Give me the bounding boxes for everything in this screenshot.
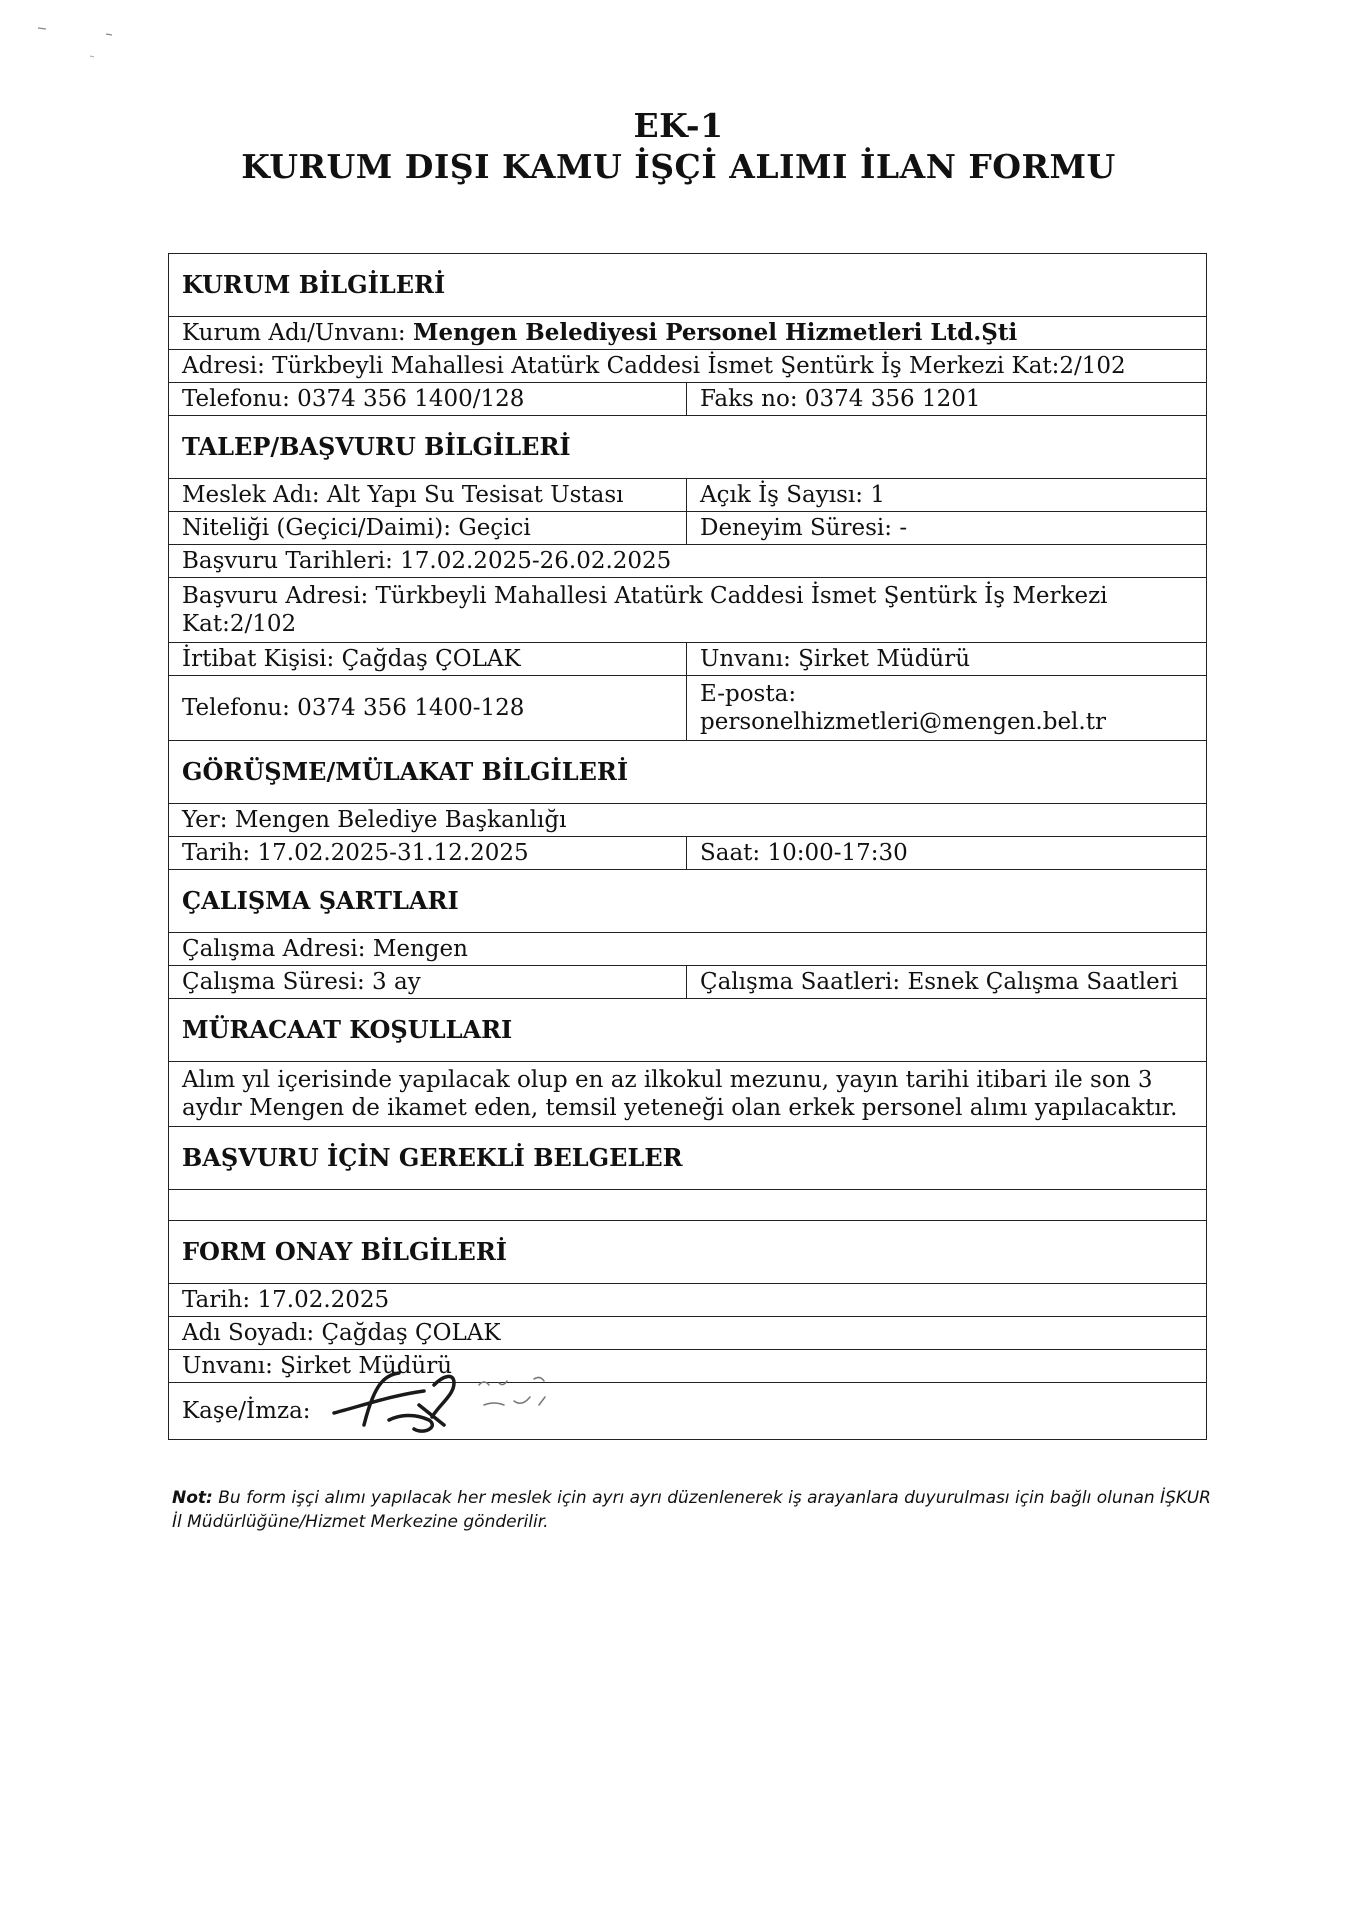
- work-hours: Çalışma Saatleri: Esnek Çalışma Saatleri: [687, 966, 1207, 999]
- annex-label: EK-1: [633, 106, 724, 145]
- interview-date: Tarih: 17.02.2025-31.12.2025: [169, 837, 687, 870]
- institution-name-value: Mengen Belediyesi Personel Hizmetleri Ltd.Şti: [413, 319, 1018, 346]
- institution-address: Adresi: Türkbeyli Mahallesi Atatürk Caddesi İsmet Şentürk İş Merkezi Kat:2/102: [169, 350, 1207, 383]
- institution-name-label: Kurum Adı/Unvanı:: [182, 320, 413, 346]
- work-duration: Çalışma Süresi: 3 ay: [169, 966, 687, 999]
- conditions-line2: aydır Mengen de ikamet eden, temsil yeteneği olan erkek personel alımı yapılacaktır.: [182, 1095, 1178, 1121]
- scan-specks: [30, 20, 120, 80]
- section-muracaat-header: MÜRACAAT KOŞULLARI: [169, 999, 1207, 1062]
- institution-fax: Faks no: 0374 356 1201: [687, 383, 1207, 416]
- open-positions: Açık İş Sayısı: 1: [687, 479, 1207, 512]
- occupation-name: Meslek Adı: Alt Yapı Su Tesisat Ustası: [169, 479, 687, 512]
- stamp-signature-label: Kaşe/İmza:: [182, 1398, 311, 1424]
- approver-title: Unvanı: Şirket Müdürü: [169, 1350, 1207, 1383]
- job-nature: Niteliği (Geçici/Daimi): Geçici: [169, 512, 687, 545]
- note-text: Bu form işçi alımı yapılacak her meslek için ayrı ayrı düzenlenerek iş arayanlara duyurulması için bağlı olunan İŞKUR İl Müdürlüğüne/Hizmet Merkezine gönderilir.: [172, 1488, 1211, 1532]
- section-talep-header: TALEP/BAŞVURU BİLGİLERİ: [169, 416, 1207, 479]
- section-gorusme-header: GÖRÜŞME/MÜLAKAT BİLGİLERİ: [169, 741, 1207, 804]
- section-belgeler-header: BAŞVURU İÇİN GEREKLİ BELGELER: [169, 1127, 1207, 1190]
- application-dates: Başvuru Tarihleri: 17.02.2025-26.02.2025: [169, 545, 1207, 578]
- application-conditions: [169, 1062, 1207, 1127]
- handwritten-signature: [304, 1365, 604, 1445]
- experience-duration: Deneyim Süresi: -: [687, 512, 1207, 545]
- application-address-line2: Kat:2/102: [182, 611, 297, 637]
- approval-date: Tarih: 17.02.2025: [169, 1284, 1207, 1317]
- contact-phone: Telefonu: 0374 356 1400-128: [169, 676, 687, 741]
- form-title: KURUM DIŞI KAMU İŞÇİ ALIMI İLAN FORMU: [241, 147, 1116, 186]
- interview-place: Yer: Mengen Belediye Başkanlığı: [169, 804, 1207, 837]
- email-value: personelhizmetleri@mengen.bel.tr: [700, 709, 1106, 735]
- contact-person: İrtibat Kişisi: Çağdaş ÇOLAK: [169, 643, 687, 676]
- section-onay-header: FORM ONAY BİLGİLERİ: [169, 1221, 1207, 1284]
- required-documents-empty: [169, 1190, 1207, 1221]
- contact-title: Unvanı: Şirket Müdürü: [687, 643, 1207, 676]
- conditions-line1: Alım yıl içerisinde yapılacak olup en az ilkokul mezunu, yayın tarihi itibari ile son 3: [182, 1067, 1153, 1093]
- footer-note: [172, 1486, 1212, 1534]
- work-address: Çalışma Adresi: Mengen: [169, 933, 1207, 966]
- interview-time: Saat: 10:00-17:30: [687, 837, 1207, 870]
- institution-phone: Telefonu: 0374 356 1400/128: [169, 383, 687, 416]
- announcement-form-table: [168, 253, 1207, 1440]
- application-address-line1: Başvuru Adresi: Türkbeyli Mahallesi Atatürk Caddesi İsmet Şentürk İş Merkezi: [182, 583, 1108, 609]
- institution-name-row: [169, 317, 1207, 350]
- contact-email: [687, 676, 1207, 741]
- note-label: Not:: [172, 1488, 213, 1508]
- section-kurum-header: KURUM BİLGİLERİ: [169, 254, 1207, 317]
- section-calisma-header: ÇALIŞMA ŞARTLARI: [169, 870, 1207, 933]
- application-address: [169, 578, 1207, 643]
- approver-name: Adı Soyadı: Çağdaş ÇOLAK: [169, 1317, 1207, 1350]
- stamp-signature-cell: [169, 1383, 1207, 1440]
- email-label: E-posta:: [700, 681, 797, 707]
